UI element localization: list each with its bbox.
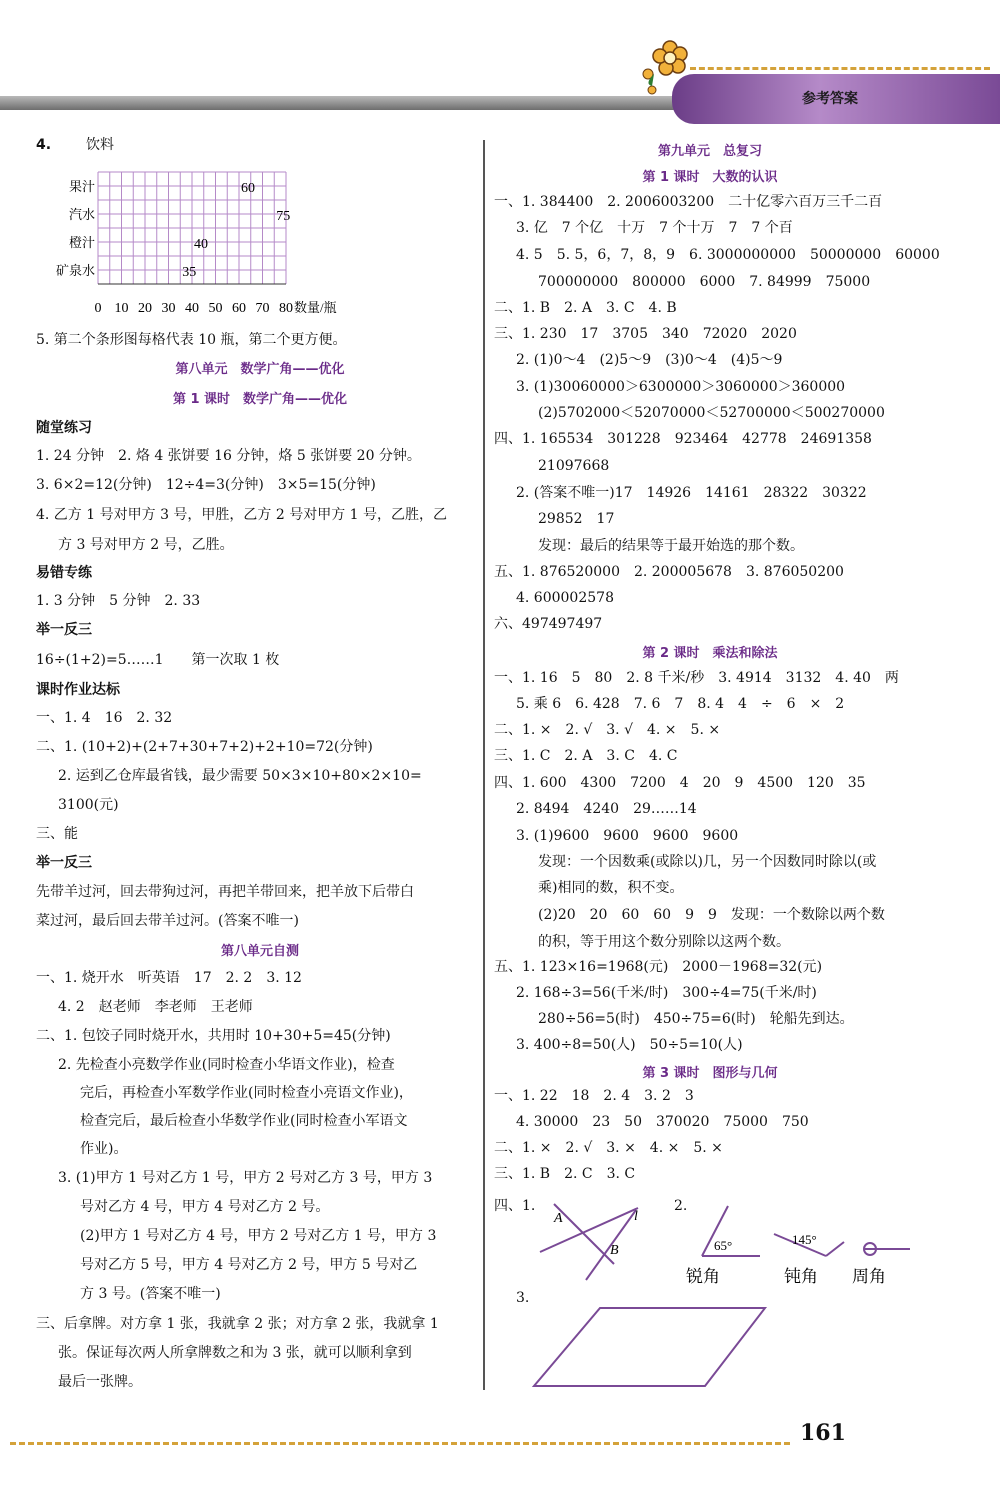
answer-line: 发现：一个因数乘(或除以)几，另一个因数同时除以(或 <box>538 854 877 870</box>
header-band <box>0 96 680 110</box>
answer-line: 作业)。 <box>80 1141 128 1157</box>
answer-line: 2. 先检查小亮数学作业(同时检查小华语文作业)，检查 <box>58 1057 395 1073</box>
answer-line: 三、1. C 2. A 3. C 4. C <box>494 748 678 764</box>
answer-line: 3. 6×2=12(分钟) 12÷4=3(分钟) 3×5=15(分钟) <box>36 477 376 493</box>
answer-line: (2)5702000＜52070000＜52700000＜500270000 <box>538 405 885 421</box>
answer-line: 最后一张牌。 <box>58 1374 142 1390</box>
answer-line: 2. 168÷3=56(千米/时) 300÷4=75(千米/时) <box>516 985 817 1001</box>
answer-line: 一、1. 22 18 2. 4 3. 2 3 <box>494 1088 694 1104</box>
value-label: 40 <box>194 237 208 252</box>
flower-icon <box>640 38 696 96</box>
answer-line: 3. 400÷8=50(人) 50÷5=10(人) <box>516 1037 743 1053</box>
x-tick-label: 70 <box>255 301 270 316</box>
obtuse-angle-name: 钝角 <box>784 1267 818 1286</box>
answer-line: 5. 乘 6 6. 428 7. 6 7 8. 4 4 ÷ 6 × 2 <box>516 696 845 712</box>
answer-line: 三、能 <box>36 826 78 842</box>
section-heading: 第 2 课时 乘法和除法 <box>642 646 778 661</box>
answer-line: 一、1. 384400 2. 2006003200 二十亿零六百万三千二百 <box>494 194 883 210</box>
answer-line: (2)20 20 60 60 9 9 发现：一个数除以两个数 <box>538 907 885 923</box>
answer-line: 号对乙方 4 号，甲方 4 号对乙方 2 号。 <box>80 1199 330 1215</box>
answer-line: 5. 第二个条形图每格代表 10 瓶，第二个更方便。 <box>36 332 347 348</box>
answer-line: 六、497497497 <box>494 616 603 632</box>
answer-line: 张。保证每次两人所拿牌数之和为 3 张，就可以顺利拿到 <box>58 1345 412 1361</box>
answer-line: 4. 2 赵老师 李老师 王老师 <box>58 999 253 1015</box>
header-dashed-line <box>690 67 990 70</box>
value-label: 75 <box>276 209 291 224</box>
bar <box>98 209 274 219</box>
answer-line: 二、1. × 2. √ 3. × 4. × 5. × <box>494 1140 723 1156</box>
parallelogram-figure <box>530 1300 780 1395</box>
answer-line: 发现：最后的结果等于最开始选的那个数。 <box>538 538 804 554</box>
answer-line: 方 3 号。(答案不唯一) <box>80 1286 221 1302</box>
answer-line: 二、1. 包饺子同时烧开水，共用时 10+30+5=45(分钟) <box>36 1028 391 1044</box>
bar <box>98 265 180 275</box>
answer-line: 3. (1)30060000＞6300000＞3060000＞360000 <box>516 379 846 395</box>
column-divider <box>483 140 485 1390</box>
answer-line: 16÷(1+2)=5……1 第一次取 1 枚 <box>36 652 280 668</box>
section-heading: 第八单元自测 <box>220 944 299 959</box>
answer-line: 菜过河，最后回去带羊过河。(答案不唯一) <box>36 913 299 929</box>
answer-line: 3. 亿 7 个亿 十万 7 个十万 7 7 个百 <box>516 220 793 236</box>
answer-line: 3100(元) <box>58 797 119 813</box>
answer-line: 方 3 号对甲方 2 号，乙胜。 <box>58 537 234 553</box>
header-title: 参考答案 <box>802 91 858 107</box>
subheading: 举一反三 <box>36 622 92 638</box>
value-label: 35 <box>182 265 197 280</box>
answer-line: 4. 乙方 1 号对甲方 3 号，甲胜，乙方 2 号对甲方 1 号，乙胜，乙 <box>36 507 448 523</box>
angles-figure <box>680 1200 920 1290</box>
answer-line: 一、1. 4 16 2. 32 <box>36 710 173 726</box>
answer-line: 三、1. 230 17 3705 340 72020 2020 <box>494 326 797 342</box>
answer-line: 3. (1)甲方 1 号对乙方 1 号，甲方 2 号对乙方 3 号，甲方 3 <box>58 1170 433 1186</box>
x-tick-label: 50 <box>208 301 223 316</box>
perpendicular-lines-figure <box>530 1190 650 1290</box>
answer-line: 4. 30000 23 50 370020 75000 750 <box>516 1114 809 1130</box>
answer-line: 3. <box>516 1290 530 1306</box>
subheading: 易错专练 <box>36 565 92 581</box>
x-axis-label: 数量/瓶 <box>294 300 337 315</box>
answer-line: 2. (1)0～4 (2)5～9 (3)0～4 (4)5～9 <box>516 352 783 368</box>
acute-angle-name: 锐角 <box>686 1267 720 1286</box>
answer-line: 4. 600002578 <box>516 590 614 606</box>
answer-line: 检查完后，最后检查小华数学作业(同时检查小军语文 <box>80 1113 408 1129</box>
answer-line: 一、1. 16 5 80 2. 8 千米/秒 3. 4914 3132 4. 40 两 <box>494 670 899 686</box>
answer-line: 的积，等于用这个数分别除以这两个数。 <box>538 934 790 950</box>
label-b: B <box>610 1243 619 1258</box>
category-label: 果汁 <box>68 179 95 194</box>
label-a: A <box>554 1211 563 1226</box>
bar <box>98 181 239 191</box>
section-heading: 第 1 课时 大数的认识 <box>642 170 778 185</box>
answer-line: 1. 24 分钟 2. 烙 4 张饼要 16 分钟，烙 5 张饼要 20 分钟。 <box>36 448 421 464</box>
full-angle-name: 周角 <box>852 1267 886 1286</box>
x-tick-label: 60 <box>232 301 246 316</box>
category-label: 矿泉水 <box>55 263 95 278</box>
angle-145-label: 145° <box>792 1232 817 1247</box>
answer-line: 4. 5 5. 5，6，7，8，9 6. 3000000000 50000000 60000 <box>516 247 940 263</box>
x-tick-label: 40 <box>185 301 199 316</box>
bar-chart <box>55 168 360 348</box>
answer-line: 2. (答案不唯一)17 14926 14161 28322 30322 <box>516 485 867 501</box>
answer-line: 3. (1)9600 9600 9600 9600 <box>516 828 739 844</box>
answer-line: 一、1. 烧开水 听英语 17 2. 2 3. 12 <box>36 970 302 986</box>
section-heading: 第八单元 数学广角——优化 <box>175 362 345 377</box>
category-label: 橙汁 <box>68 235 95 250</box>
answer-line: 先带羊过河，回去带狗过河，再把羊带回来，把羊放下后带白 <box>36 884 414 900</box>
answer-line: 完后，再检查小军数学作业(同时检查小亮语文作业)， <box>80 1085 413 1101</box>
x-tick-label: 30 <box>161 301 176 316</box>
value-label: 60 <box>241 181 255 196</box>
answer-line: 29852 17 <box>538 511 615 527</box>
chart-title: 饮料 <box>86 137 114 153</box>
section-heading: 第 3 课时 图形与几何 <box>642 1066 778 1081</box>
x-tick-label: 0 <box>94 301 102 316</box>
answer-line: 四、1. <box>494 1198 536 1214</box>
answer-line: 2. <box>674 1198 688 1214</box>
answer-line: 1. 3 分钟 5 分钟 2. 33 <box>36 593 201 609</box>
subheading: 举一反三 <box>36 855 92 871</box>
label-l: l <box>634 1209 638 1224</box>
answer-line: 乘)相同的数，积不变。 <box>538 880 684 896</box>
category-label: 汽水 <box>68 207 95 222</box>
answer-line: 三、后拿牌。对方拿 1 张，我就拿 2 张；对方拿 2 张，我就拿 1 <box>36 1316 439 1332</box>
subheading: 随堂练习 <box>36 420 92 436</box>
answer-line: 五、1. 876520000 2. 200005678 3. 876050200 <box>494 564 844 580</box>
answer-line: 四、1. 600 4300 7200 4 20 9 4500 120 35 <box>494 775 866 791</box>
subheading: 课时作业达标 <box>36 682 120 698</box>
answer-line: (2)甲方 1 号对乙方 4 号，甲方 2 号对乙方 1 号，甲方 3 <box>80 1228 437 1244</box>
footer-dashed-line <box>10 1442 790 1445</box>
answer-line: 二、1. B 2. A 3. C 4. B <box>494 300 677 316</box>
section-heading: 第 1 课时 数学广角——优化 <box>172 392 348 407</box>
answer-line: 二、1. (10+2)+(2+7+30+7+2)+2+10=72(分钟) <box>36 739 373 755</box>
answer-line: 2. 运到乙仓库最省钱，最少需要 50×3×10+80×2×10= <box>58 768 422 784</box>
angle-65-label: 65° <box>714 1238 733 1253</box>
answer-line: 三、1. B 2. C 3. C <box>494 1166 636 1182</box>
x-tick-label: 80 <box>279 301 293 316</box>
q4-label: 4. <box>36 137 52 153</box>
bar <box>98 237 192 247</box>
answer-line: 四、1. 165534 301228 923464 42778 24691358 <box>494 431 872 447</box>
section-heading: 第九单元 总复习 <box>657 144 762 159</box>
answer-line: 2. 8494 4240 29……14 <box>516 801 697 817</box>
x-tick-label: 10 <box>114 301 129 316</box>
answer-line: 21097668 <box>538 458 610 474</box>
x-tick-label: 20 <box>138 301 152 316</box>
answer-line: 280÷56=5(时) 450÷75=6(时) 轮船先到达。 <box>538 1011 854 1027</box>
answer-line: 号对乙方 5 号，甲方 4 号对乙方 2 号，甲方 5 号对乙 <box>80 1257 418 1273</box>
answer-line: 五、1. 123×16=1968(元) 2000－1968=32(元) <box>494 959 823 975</box>
answer-line: 700000000 800000 6000 7. 84999 75000 <box>538 274 871 290</box>
page-number: 161 <box>800 1420 846 1446</box>
answer-line: 二、1. × 2. √ 3. √ 4. × 5. × <box>494 722 721 738</box>
